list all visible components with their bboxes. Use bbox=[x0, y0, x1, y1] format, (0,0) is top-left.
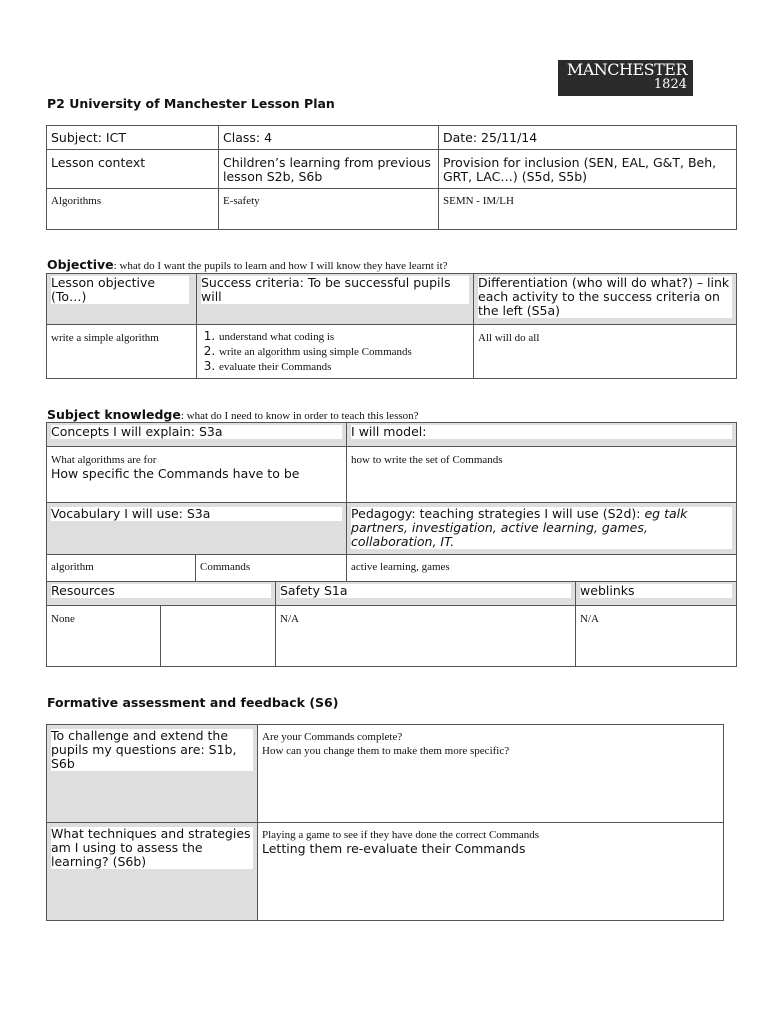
inclusion-label: Provision for inclusion (SEN, EAL, G&T, Beh, GRT, LAC…) (S5d, S5b) bbox=[439, 150, 737, 189]
pedagogy-examples: eg talk partners, investigation, active learning, games, collaboration, IT. bbox=[351, 506, 688, 549]
university-logo bbox=[558, 60, 693, 96]
pedagogy-value: active learning, games bbox=[347, 555, 737, 582]
resources-extra bbox=[161, 606, 276, 667]
page-title: P2 University of Manchester Lesson Plan bbox=[47, 96, 335, 111]
objective-value: write a simple algorithm bbox=[47, 325, 197, 379]
resources-label bbox=[47, 582, 276, 606]
safety-label bbox=[276, 582, 576, 606]
topic-value: Algorithms bbox=[47, 189, 219, 230]
concepts-line-1: What algorithms are for bbox=[51, 454, 157, 466]
weblinks-label bbox=[576, 582, 737, 606]
safety-value: N/A bbox=[276, 606, 576, 667]
concepts-line-2: How specific the Commands have to be bbox=[51, 466, 300, 481]
lesson-objective-label bbox=[47, 274, 197, 325]
logo-name: MANCHESTER bbox=[566, 60, 687, 79]
questions-text: To challenge and extend the pupils my questions are: S1b, S6b bbox=[51, 729, 253, 771]
criteria-item: 3. evaluate their Commands bbox=[219, 359, 469, 374]
objective-subtitle: : what do I want the pupils to learn and how I will know they have learnt it? bbox=[113, 260, 448, 272]
knowledge-table bbox=[46, 422, 737, 667]
safety-text: Safety S1a bbox=[280, 584, 571, 598]
success-criteria-list bbox=[197, 325, 474, 379]
pedagogy-label bbox=[347, 503, 737, 555]
date-cell: Date: 25/11/14 bbox=[439, 126, 737, 150]
model-value: how to write the set of Commands bbox=[347, 447, 737, 503]
formative-heading: Formative assessment and feedback (S6) bbox=[47, 695, 339, 710]
resources-value: None bbox=[47, 606, 161, 667]
knowledge-heading bbox=[47, 407, 419, 422]
resources-text: Resources bbox=[51, 584, 271, 598]
techniques-text: What techniques and strategies am I using to assess the learning? (S6b) bbox=[51, 827, 253, 869]
vocabulary-label bbox=[47, 503, 347, 555]
differentiation-text: Differentiation (who will do what?) – link each activity to the success criteria on the left (S5a) bbox=[478, 276, 732, 318]
vocabulary-word-2: Commands bbox=[196, 555, 347, 582]
prior-learning-label: Children’s learning from previous lesson S2b, S6b bbox=[219, 150, 439, 189]
vocabulary-text: Vocabulary I will use: S3a bbox=[51, 507, 342, 521]
questions-value bbox=[258, 725, 724, 823]
objective-heading bbox=[47, 257, 448, 272]
model-text: I will model: bbox=[351, 425, 732, 439]
weblinks-value: N/A bbox=[576, 606, 737, 667]
subject-cell: Subject: ICT bbox=[47, 126, 219, 150]
knowledge-subtitle: : what do I need to know in order to teach this lesson? bbox=[180, 410, 419, 422]
vocabulary-word-1: algorithm bbox=[47, 555, 196, 582]
technique-line-2: Letting them re-evaluate their Commands bbox=[262, 841, 526, 856]
success-criteria-label bbox=[197, 274, 474, 325]
pedagogy-text: Pedagogy: teaching strategies I will use (S2d): bbox=[351, 506, 641, 521]
weblinks-text: weblinks bbox=[580, 584, 732, 598]
criteria-item: 2. write an algorithm using simple Commands bbox=[219, 344, 469, 359]
questions-label bbox=[47, 725, 258, 823]
question-line-1: Are your Commands complete? bbox=[262, 731, 403, 743]
concepts-value bbox=[47, 447, 347, 503]
model-label bbox=[347, 423, 737, 447]
class-cell: Class: 4 bbox=[219, 126, 439, 150]
concepts-label bbox=[47, 423, 347, 447]
differentiation-label bbox=[474, 274, 737, 325]
question-line-2: How can you change them to make them more specific? bbox=[262, 745, 510, 757]
criteria-item: 1. understand what coding is bbox=[219, 329, 469, 344]
formative-table bbox=[46, 724, 724, 921]
prior-learning-value: E-safety bbox=[219, 189, 439, 230]
techniques-value bbox=[258, 823, 724, 921]
logo-year: 1824 bbox=[653, 77, 687, 92]
lesson-context-label: Lesson context bbox=[47, 150, 219, 189]
concepts-text: Concepts I will explain: S3a bbox=[51, 425, 342, 439]
technique-line-1: Playing a game to see if they have done the correct Commands bbox=[262, 829, 540, 841]
knowledge-title: Subject knowledge bbox=[47, 407, 181, 422]
objective-table bbox=[46, 273, 737, 379]
objective-title: Objective bbox=[47, 257, 114, 272]
success-criteria-text: Success criteria: To be successful pupils will bbox=[201, 276, 469, 304]
lesson-objective-text: Lesson objective (To…) bbox=[51, 276, 189, 304]
techniques-label bbox=[47, 823, 258, 921]
lesson-info-table bbox=[46, 125, 737, 230]
inclusion-value: SEMN - IM/LH bbox=[439, 189, 737, 230]
differentiation-value: All will do all bbox=[474, 325, 737, 379]
